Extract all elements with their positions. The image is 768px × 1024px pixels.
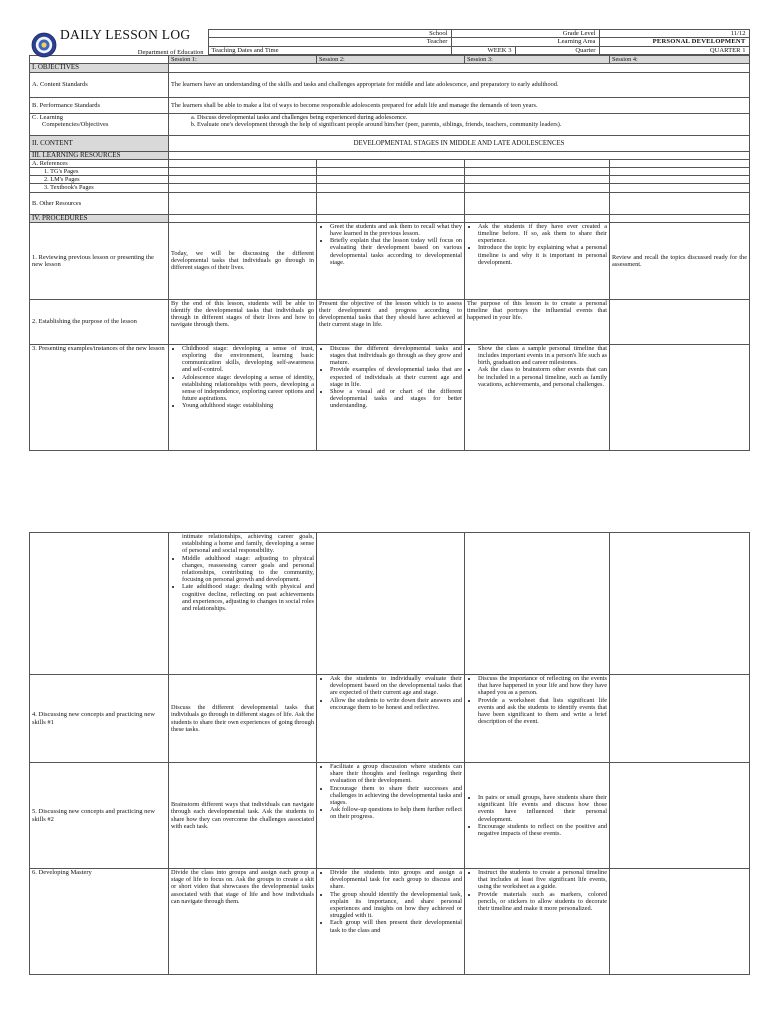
list-item: • Ask the class to brainstorm other events that can be included in a personal timeline, such as family vacations, achievements, and personal challenges.: [478, 366, 607, 388]
list-item: • Briefly explain that the lesson today will focus on evaluating their development based on various developmental tasks according to developmental stage.: [330, 237, 462, 266]
page-2: [29, 532, 749, 975]
content-standards-text: The learners have an understanding of the skills and tasks and challenges appropriate for middle and late adolescence, and preparatory to early adulthood.: [169, 72, 750, 97]
grade-level-label: Grade Level: [451, 30, 599, 38]
procedure-1-label: 1. Reviewing previous lesson or presenting the new lesson: [30, 222, 169, 299]
list-item: • Ask follow-up questions to help them further reflect on their progress.: [330, 806, 462, 820]
procedure-6-session-3: [465, 869, 610, 975]
performance-standards-label: B. Performance Standards: [30, 97, 169, 113]
learning-area-label: Learning Area: [451, 38, 599, 46]
teacher-label: Teacher: [208, 38, 451, 46]
page-title: DAILY LESSON LOG: [60, 26, 191, 42]
procedure-2-session-2: Present the objective of the lesson which is to assess their development and progress according to developmental tasks that they should have achieved at their current stage in life.: [317, 299, 465, 344]
competency-item: a. Discuss developmental tasks and challenges being experienced during adolescence.: [197, 114, 747, 121]
lesson-table-page-1: [29, 55, 750, 451]
list-item: • Late adulthood stage: dealing with physical and cognitive decline, reflecting on past achievements and experiences, adjusting to changes in social roles and relationships.: [182, 583, 314, 612]
procedure-3-label: 3. Presenting examples/instances of the new lesson: [30, 344, 169, 450]
school-label: School: [208, 30, 451, 38]
objectives-heading: I. OBJECTIVES: [30, 64, 169, 72]
list-item: • The group should identify the developmental task, explain its importance, and share personal experiences and insights on how they achieved or struggled with it.: [330, 891, 462, 920]
performance-standards-text: The learners shall be able to make a list of ways to become responsible adolescents prepared for adult life and manage the demands of teen years.: [169, 97, 750, 113]
page-1: [29, 26, 749, 451]
procedure-4-session-3: [465, 675, 610, 763]
grade-level-value: 11/12: [599, 30, 749, 38]
list-item: • Young adulthood stage: establishing: [182, 402, 314, 409]
list-item: • Discuss the different developmental tasks and stages that individuals go through as they grow and mature.: [330, 345, 462, 367]
procedure-3-session-1-continued: [169, 533, 317, 675]
learning-resources-heading: III. LEARNING RESOURCES: [30, 151, 169, 159]
list-item: • Facilitate a group discussion where students can share their thoughts and feelings regarding their evaluation of their development.: [330, 763, 462, 785]
competencies-label-line-1: C. Learning: [32, 113, 64, 121]
textbook-pages-label: 3. Textbook's Pages: [30, 184, 169, 192]
procedure-6-label: 6. Developing Mastery: [30, 869, 169, 975]
procedure-6-session-2: [317, 869, 465, 975]
procedure-4-session-1: Discuss the different developmental tasks that individuals go through in different stages of life. Ask the students to share their own experiences of going through these tasks.: [169, 675, 317, 763]
procedure-2-session-3: The purpose of this lesson is to create a personal timeline that portrays the influential events that happened in your life.: [465, 299, 610, 344]
list-item: • Introduce the topic by explaining what a personal timeline is and why it is important in personal development.: [478, 244, 607, 266]
header-table: [29, 26, 750, 56]
procedure-3-session-3: [465, 344, 610, 450]
quarter-label: Quarter: [515, 46, 599, 54]
competency-item: b. Evaluate one's development through the help of significant people around him/her (peer, parents, siblings, friends, teachers, community leaders).: [197, 121, 747, 128]
procedure-5-session-1: Brainstorm different ways that individuals can navigate through each developmental task. Ask the students to share how they can overcome the challenges associated with each task.: [169, 763, 317, 869]
list-item: • Middle adulthood stage: adjusting to physical changes, reassessing career goals and personal relationships, contributing to the community, focusing on personal growth and development.: [182, 555, 314, 584]
competencies-label: [30, 113, 169, 135]
list-item: • Allow the students to write down their answers and encourage them to be honest and reflective.: [330, 697, 462, 711]
list-item: • Show a visual aid or chart of the different developmental tasks and stages for better understanding.: [330, 388, 462, 410]
list-item: • Childhood stage: developing a sense of trust, exploring the environment, learning basic communication skills, developing self-awareness and self-control.: [182, 345, 314, 374]
deped-seal-icon: [31, 32, 57, 58]
procedure-4-session-2: [317, 675, 465, 763]
procedure-2-session-1: By the end of this lesson, students will be able to identify the developmental tasks that individuals go through in different stages of their lives and how to navigate through them.: [169, 299, 317, 344]
list-item: • Discuss the importance of reflecting on the events that have happened in your life and how they have shaped you as a person.: [478, 675, 607, 697]
session-3-header: Session 3:: [465, 56, 610, 64]
content-standards-label: A. Content Standards: [30, 72, 169, 97]
list-item: • Greet the students and ask them to recall what they have learned in the previous lesson.: [330, 223, 462, 237]
procedure-1-session-2: [317, 222, 465, 299]
week-value: WEEK 3: [451, 46, 515, 54]
procedure-1-session-4: Review and recall the topics discussed ready for the assessment.: [610, 222, 750, 299]
continued-text: intimate relationships, achieving career goals, establishing a home and family, developing a sense of personal and social responsibility.: [182, 533, 314, 555]
department-name: Department of Education: [137, 48, 204, 56]
list-item: • Instruct the students to create a personal timeline that includes at least five significant life events, using the worksheet as a guide.: [478, 869, 607, 891]
session-2-header: Session 2:: [317, 56, 465, 64]
list-item: • Ask the students to individually evaluate their development based on the developmental tasks that are expected of their current age and stage.: [330, 675, 462, 697]
competencies-label-line-2: Competencies/Objectives: [42, 120, 109, 128]
quarter-value: QUARTER 1: [599, 46, 749, 54]
session-1-header: Session 1:: [169, 56, 317, 64]
list-item: • Provide examples of developmental tasks that are expected of individuals at their current age and stage in life.: [330, 366, 462, 388]
list-item: • Encourage them to share their successes and challenges in achieving the developmental tasks and stages.: [330, 785, 462, 807]
list-item: • In pairs or small groups, have students share their significant life events and discuss how those events have influenced their personal development.: [478, 794, 607, 823]
list-item: • Provide a worksheet that lists significant life events and ask the students to identify events that have been significant to them and write a brief description of the event.: [478, 697, 607, 726]
teaching-dates-label: Teaching Dates and Time: [208, 46, 451, 54]
procedure-3-session-1: [169, 344, 317, 450]
header-logo-block: [29, 26, 208, 56]
competencies-list-cell: [169, 113, 750, 135]
procedure-3-session-2: [317, 344, 465, 450]
learning-area-value: PERSONAL DEVELOPMENT: [599, 38, 749, 46]
other-resources-label: B. Other Resources: [30, 192, 169, 214]
procedure-5-label: 5. Discussing new concepts and practicing new skills #2: [30, 763, 169, 869]
procedure-1-session-1: Today, we will be discussing the different developmental tasks that individuals go through in different stages of their lives.: [169, 222, 317, 299]
procedure-2-label: 2. Establishing the purpose of the lesson: [30, 299, 169, 344]
procedure-5-session-2: [317, 763, 465, 869]
list-item: • Divide the students into groups and assign a developmental task for each group to discuss and share.: [330, 869, 462, 891]
tg-pages-label: 1. TG's Pages: [30, 168, 169, 176]
list-item: • Adolescence stage: developing a sense of identity, establishing relationships with peers, developing a sense of independence, exploring career options and future aspirations.: [182, 374, 314, 403]
list-item: • Ask the students if they have ever created a timeline before. If so, ask them to share their experience.: [478, 223, 607, 245]
procedure-5-session-3: [465, 763, 610, 869]
lesson-table-page-2: [29, 532, 750, 975]
list-item: • Encourage students to reflect on the positive and negative impacts of these events.: [478, 823, 607, 837]
lm-pages-label: 2. LM's Pages: [30, 176, 169, 184]
session-4-header: Session 4:: [610, 56, 750, 64]
list-item: • Show the class a sample personal timeline that includes important events in a person's life such as birth, graduation and career milestones.: [478, 345, 607, 367]
procedure-1-session-3: [465, 222, 610, 299]
procedure-4-label: 4. Discussing new concepts and practicing new skills #1: [30, 675, 169, 763]
list-item: • Provide materials such as markers, colored pencils, or stickers to allow students to decorate their timeline and make it more personalized.: [478, 891, 607, 913]
procedure-6-session-1: Divide the class into groups and assign each group a stage of life to focus on. Ask the groups to create a skit or short video that showcases the developmental tasks associated with that stage of life and how individuals can navigate through them.: [169, 869, 317, 975]
content-value: DEVELOPMENTAL STAGES IN MIDDLE AND LATE ADOLESCENCES: [169, 135, 750, 151]
references-label: A. References: [30, 159, 169, 167]
procedures-heading: IV. PROCEDURES: [30, 214, 169, 222]
list-item: • Each group will then present their developmental task to the class and: [330, 919, 462, 933]
content-heading: II. CONTENT: [30, 135, 169, 151]
